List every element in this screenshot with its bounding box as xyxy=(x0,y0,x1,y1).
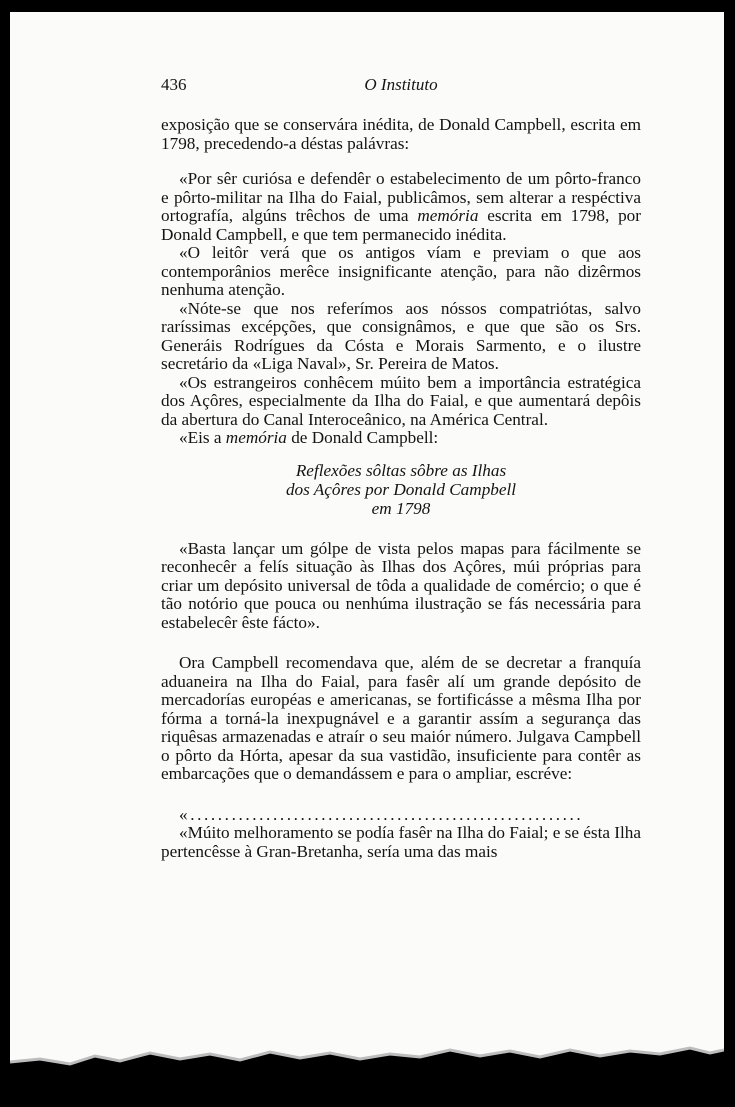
memoir-title-line: dos Açôres por Donald Campbell xyxy=(285,479,517,499)
memoir-title-line: Reflexões sôltas sôbre as Ilhas xyxy=(295,460,507,480)
memoir-title-line: em 1798 xyxy=(371,498,431,518)
memoir-paragraph: «Basta lançar um gólpe de vista pelos mapas para fácilmente se reconhecêr a felís situação às Ilhas dos Açôres, múi próprias para criar um depósito universal de tôda a qualidade de comércio; o que é tão notório que pouca ou nenhúma ilustração se fás necessária para estabelecêr êste fácto». xyxy=(161,538,641,632)
running-title: O Instituto xyxy=(364,75,438,94)
ellipsis-line: «......................................................... xyxy=(179,805,584,824)
memoir-title xyxy=(161,461,641,518)
quoted-paragraph-4: «Os estrangeiros conhêcem múito bem a importância estratégica dos Açôres, especialmente da Ilha do Faial, e que aumentará depôis da abertura do Canal Interoceânico, na América Central. xyxy=(161,372,641,429)
memoria-emphasis: memória xyxy=(417,206,479,225)
quoted-note xyxy=(161,170,641,448)
page-header xyxy=(161,76,641,98)
page-content xyxy=(161,76,641,861)
book-page xyxy=(10,12,724,1094)
commentary-paragraph: Ora Campbell recomendava que, além de se decretar a franquía aduaneira na Ilha do Faial, para fasêr alí um grande depósito de mercadorías européas e americanas, se fortificásse a mêsma Ilha por fórma a torná-la inexpugnável e a garantir assím a segurança das riquêsas armazenadas e atraír o seu maiór número. Julgava Campbell o pôrto da Hórta, apesar da sua vastidão, insuficiente para contêr as embarcações que o demandássem e para o ampliar, escréve: xyxy=(161,653,641,783)
quoted-paragraph-5: «Eis a memória de Donald Campbell: xyxy=(179,428,439,447)
final-quote-paragraph: «Múito melhoramento se podía fasêr na Ilha do Faial; e se ésta Ilha pertencêsse à Gran-Bretanha, sería uma das mais xyxy=(161,823,642,861)
page-number: 436 xyxy=(161,75,187,94)
memoria-emphasis: memória xyxy=(225,428,287,447)
torn-edge xyxy=(10,1004,724,1094)
quoted-paragraph-1: «Por sêr curiósa e defendêr o estabelecimento de um pôrto-franco e pôrto-militar na Ilha do Faial, publicâmos, sem alterar a respéctiva ortografía, algúns trêchos de uma memória escrita em 1798, por Donald Campbell, e que tem permanecido inédita. xyxy=(161,169,641,244)
quoted-paragraph-2: «O leitôr verá que os antigos víam e previam o que aos contemporânios merêce insignificante atenção, para não dizêrmos nenhuma atenção. xyxy=(161,243,641,299)
intro-paragraph: exposição que se conservára inédita, de Donald Campbell, escrita em 1798, precedendo-a déstas palávras: xyxy=(161,115,641,153)
quoted-paragraph-3: «Nóte-se que nos referímos aos nóssos compatriótas, salvo raríssimas excépções, que consignâmos, e que que são os Srs. Generáis Rodrígues da Cósta e Morais Sarmento, e o ilustre secretário da «Liga Naval», Sr. Pereira de Matos. xyxy=(161,298,641,373)
